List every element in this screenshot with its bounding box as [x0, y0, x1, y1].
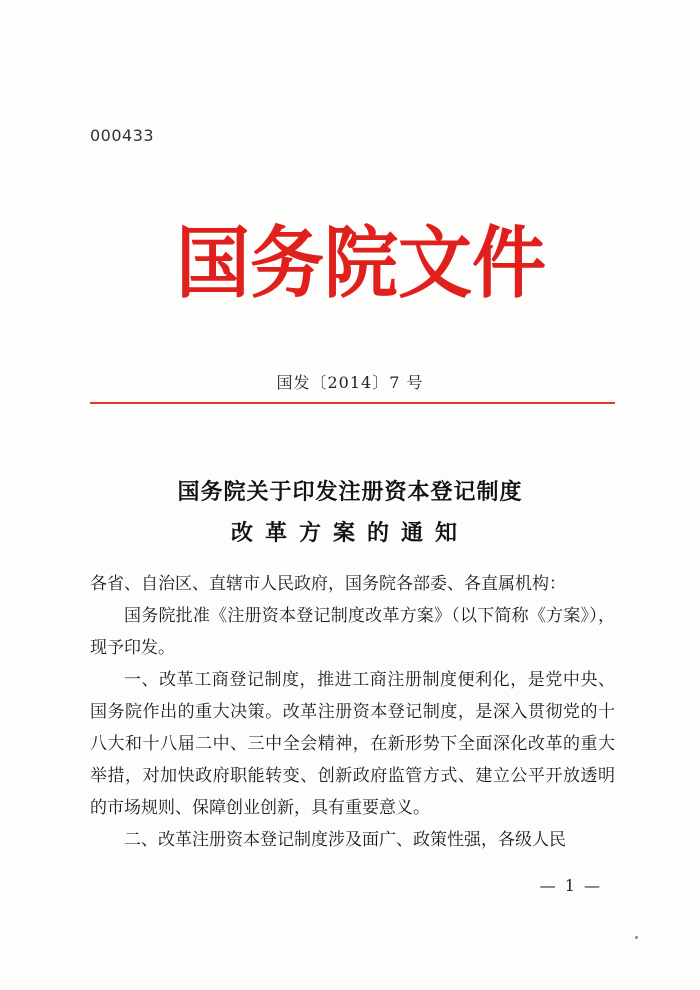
body-paragraph: 国务院批准《注册资本登记制度改革方案》（以下简称《方案》），现予印发。	[90, 606, 615, 658]
masthead-char: 文	[398, 218, 472, 310]
salutation: 各省、自治区、直辖市人民政府，国务院各部委、各直属机构：	[90, 574, 566, 594]
masthead-char: 院	[324, 218, 398, 310]
notice-title-line-2: 改革方案的通知	[230, 520, 469, 546]
document-number: 国发〔2014〕7 号	[276, 373, 424, 392]
masthead-char: 件	[472, 218, 546, 310]
scan-speck	[635, 936, 638, 939]
document-body	[90, 568, 615, 856]
masthead-char: 务	[250, 218, 324, 310]
body-paragraph: 一、改革工商登记制度，推进工商注册制度便利化，是党中央、国务院作出的重大决策。改革注册资本登记制度，是深入贯彻党的十八大和十八届二中、三中全会精神，在新形势下全面深化改革的重大举措，对加快政府职能转变、创新政府监管方式、建立公平开放透明的市场规则、保障创业创新，具有重要意义。	[90, 670, 615, 818]
notice-title-line-1: 国务院关于印发注册资本登记制度	[177, 479, 523, 505]
page-number: — 1 —	[539, 876, 602, 895]
body-paragraph: 二、改革注册资本登记制度涉及面广、政策性强，各级人民	[124, 830, 566, 850]
serial-number: 000433	[90, 126, 155, 145]
masthead-title	[176, 216, 546, 313]
red-divider-line	[90, 402, 615, 404]
masthead-char: 国	[176, 218, 250, 310]
